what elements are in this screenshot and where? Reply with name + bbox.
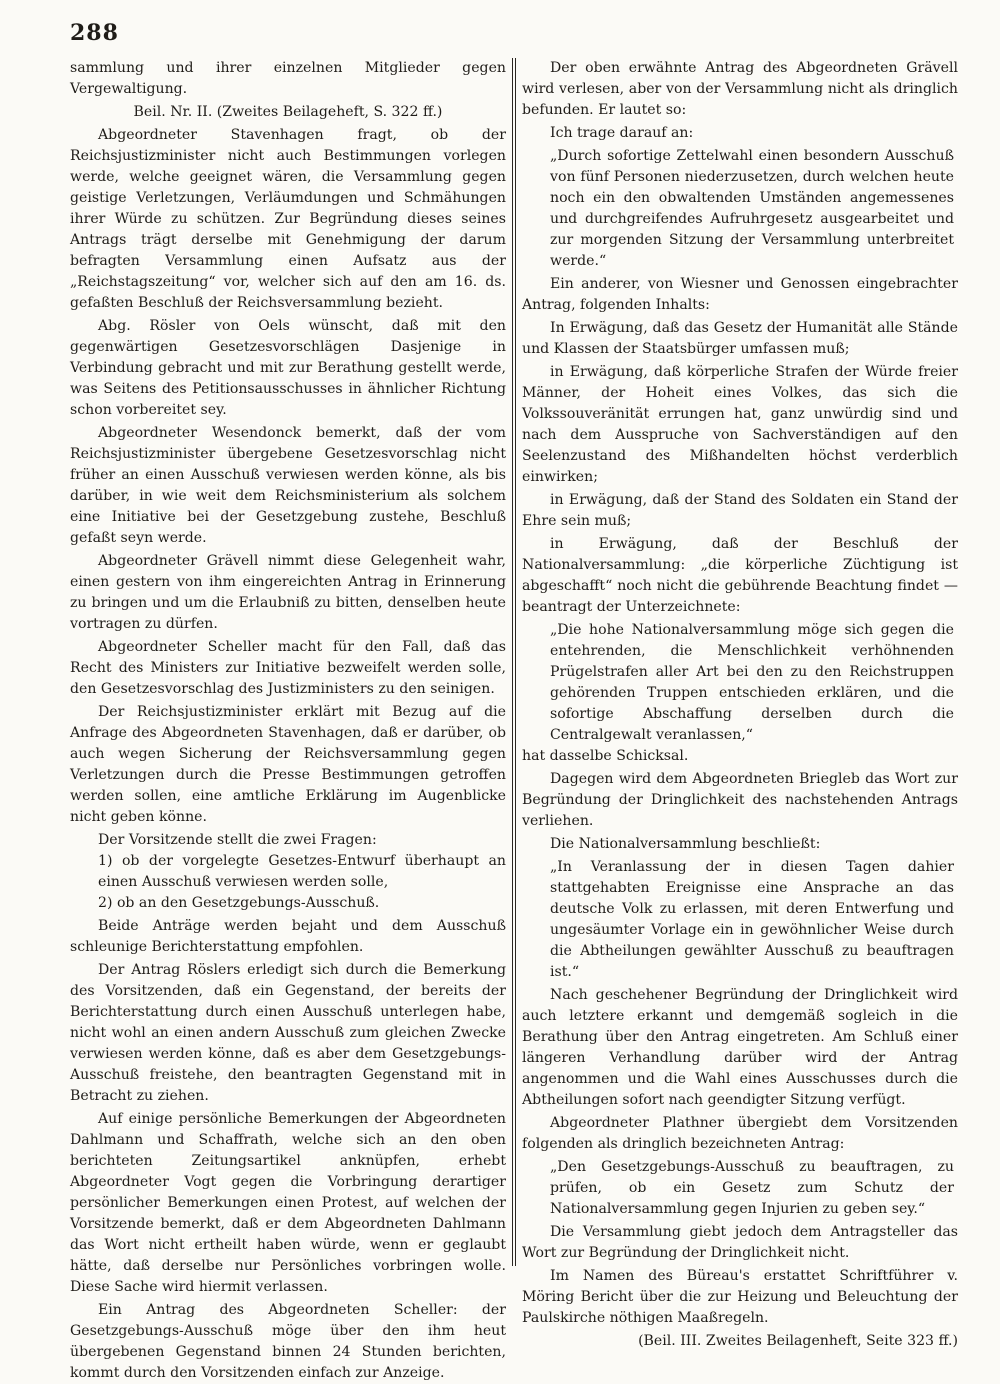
paragraph: hat dasselbe Schicksal.: [522, 748, 689, 764]
paragraph: Beide Anträge werden bejaht und dem Ausschuß schleunige Berichterstattung empfohlen.: [70, 918, 506, 955]
block-quote: „Den Gesetzgebungs-Ausschuß zu beauftragen, zu prüfen, ob ein Gesetz zum Schutz der Nationalversammlung gegen Injurien zu geben sey.“: [550, 1159, 954, 1217]
paragraph: Im Namen des Büreau's erstattet Schriftführer v. Möring Bericht über die zur Heizung und Beleuchtung der Paulskirche nöthigen Maaßregeln.: [522, 1268, 958, 1326]
paragraph: Nach geschehener Begründung der Dringlichkeit wird auch letztere erkannt und demgemäß sogleich in die Berathung über den Antrag eingetreten. Am Schluß einer längeren Verhandlung darüber wird der Antrag angenommen und die Wahl eines Ausschusses durch die Abtheilungen sofort nach geendigter Sitzung verfügt.: [522, 987, 958, 1108]
paragraph: Der Vorsitzende stellt die zwei Fragen:: [98, 832, 377, 848]
paragraph: Auf einige persönliche Bemerkungen der Abgeordneten Dahlmann und Schaffrath, welche sich an den oben berichteten Zeitungsartikel anknüpfen, erhebt Abgeordneter Vogt gegen die Vorbringung derartiger persönlicher Bemerkungen einen Protest, auf welchen der Vorsitzende bemerkt, daß er dem Abgeordneten Dahlmann das Wort nicht ertheilt haben würde, wenn er geglaubt hätte, daß derselbe nur Persönliches vorbringen wolle. Diese Sache wird hiermit verlassen.: [70, 1111, 506, 1295]
paragraph: Abgeordneter Grävell nimmt diese Gelegenheit wahr, einen gestern von ihm eingereichten Antrag in Erinnerung zu bringen und um die Erlaubniß zu bitten, denselben heute vortragen zu dürfen.: [70, 553, 506, 632]
paragraph: in Erwägung, daß der Beschluß der Nationalversammlung: „die körperliche Züchtigung ist abgeschafft“ noch nicht die gebührende Beachtung findet — beantragt der Unterzeichnete:: [522, 536, 958, 615]
block-quote: „Die hohe Nationalversammlung möge sich gegen die entehrenden, die Menschlichkeit verhöhnenden Prügelstrafen aller Art bei den zu den Reichstruppen gehörenden Truppen entschieden erklären, und die sofortige Abschaffung derselben durch die Centralgewalt veranlassen,“: [550, 622, 954, 743]
paragraph: in Erwägung, daß der Stand des Soldaten ein Stand der Ehre sein muß;: [522, 492, 958, 529]
paragraph: Abgeordneter Scheller macht für den Fall, daß das Recht des Ministers zur Initiative bezweifelt werden solle, den Gesetzesvorschlag des Justizministers zu den seinigen.: [70, 639, 506, 697]
paragraph: Abg. Rösler von Oels wünscht, daß mit den gegenwärtigen Gesetzesvorschlägen Dasjenige in Verbindung gebracht und mit zur Berathung gestellt werde, was Seitens des Petitionsausschusses in ähnlicher Richtung schon vorbereitet sey.: [70, 318, 506, 418]
section-reference: (Beil. III. Zweites Beilagenheft, Seite 323 ff.): [638, 1333, 958, 1349]
right-column: [522, 58, 958, 1352]
page-number: 288: [70, 20, 119, 46]
list-item: 1) ob der vorgelegte Gesetzes-Entwurf überhaupt an einen Ausschuß verwiesen werden solle,: [98, 853, 506, 890]
list-item: 2) ob an den Gesetzgebungs-Ausschuß.: [98, 895, 380, 911]
paragraph: Ich trage darauf an:: [550, 125, 694, 141]
paragraph: sammlung und ihrer einzelnen Mitglieder gegen Vergewaltigung.: [70, 60, 506, 97]
column-divider: [512, 58, 516, 1266]
block-quote: „Durch sofortige Zettelwahl einen besondern Ausschuß von fünf Personen niederzusetzen, durch welchen heute noch ein den obwaltenden Umständen angemessenes und durchgreifendes Aufruhrgesetz ausgearbeitet und zur morgenden Sitzung der Versammlung unterbreitet werde.“: [550, 148, 954, 269]
paragraph: Der oben erwähnte Antrag des Abgeordneten Grävell wird verlesen, aber von der Versammlung nicht als dringlich befunden. Er lautet so:: [522, 60, 958, 118]
paragraph: Abgeordneter Wesendonck bemerkt, daß der vom Reichsjustizminister übergebene Gesetzesvorschlag nicht früher an einen Ausschuß verwiesen werden könne, als bis darüber, in wie weit dem Reichsministerium als solchem eine Initiative bei der Gesetzgebung zustehe, Beschluß gefaßt seyn werde.: [70, 425, 506, 546]
paragraph: Dagegen wird dem Abgeordneten Briegleb das Wort zur Begründung der Dringlichkeit des nachstehenden Antrags verliehen.: [522, 771, 958, 829]
left-column: [70, 58, 506, 1384]
paragraph: Die Nationalversammlung beschließt:: [550, 836, 821, 852]
paragraph: Ein anderer, von Wiesner und Genossen eingebrachter Antrag, folgenden Inhalts:: [522, 276, 958, 313]
block-quote: „In Veranlassung der in diesen Tagen dahier stattgehabten Ereignisse eine Ansprache an das deutsche Volk zu erlassen, mit deren Entwerfung und ungesäumter Vorlage ein in gewöhnlicher Weise durch die Abtheilungen gewählter Ausschuß zu beauftragen ist.“: [550, 859, 954, 980]
paragraph: Abgeordneter Plathner übergiebt dem Vorsitzenden folgenden als dringlich bezeichneten Antrag:: [522, 1115, 958, 1152]
paragraph: Abgeordneter Stavenhagen fragt, ob der Reichsjustizminister nicht auch Bestimmungen vorlegen werde, welche geeignet wären, die Versammlung gegen geistige Verletzungen, Verläumdungen und Schmähungen ihrer Würde zu schützen. Zur Begründung dieses seines Antrags trägt derselbe mit Genehmigung der darum befragten Versammlung einen Aufsatz aus der „Reichstagszeitung“ vor, welcher sich auf den am 16. ds. gefaßten Beschluß der Reichsversammlung bezieht.: [70, 127, 506, 311]
paragraph: in Erwägung, daß körperliche Strafen der Würde freier Männer, der Hoheit eines Volkes, das sich die Volkssouveränität errungen hat, ganz unwürdig sind und nach dem Ausspruche von Sachverständigen auf den Seelenzustand des Mißhandelten höchst verderblich einwirken;: [522, 364, 958, 485]
section-heading: Beil. Nr. II. (Zweites Beilageheft, S. 322 ff.): [133, 104, 443, 120]
paragraph: In Erwägung, daß das Gesetz der Humanität alle Stände und Klassen der Staatsbürger umfassen muß;: [522, 320, 958, 357]
paragraph: Der Reichsjustizminister erklärt mit Bezug auf die Anfrage des Abgeordneten Stavenhagen, daß er darüber, ob auch wegen Sicherung der Reichsversammlung gegen Verletzungen durch die Presse Bestimmungen getroffen werden sollen, eine amtliche Erklärung im Augenblicke nicht geben könne.: [70, 704, 506, 825]
paragraph: Der Antrag Röslers erledigt sich durch die Bemerkung des Vorsitzenden, daß ein Gegenstand, der bereits der Berichterstattung durch einen Ausschuß unterlegen habe, nicht wohl an einen andern Ausschuß zum gleichen Zwecke verwiesen werden könne, daß es aber dem Gesetzgebungs-Ausschuß freistehe, den beantragten Gegenstand mit in Betracht zu ziehen.: [70, 962, 506, 1104]
paragraph: Die Versammlung giebt jedoch dem Antragsteller das Wort zur Begründung der Dringlichkeit nicht.: [522, 1224, 958, 1261]
paragraph: Ein Antrag des Abgeordneten Scheller: der Gesetzgebungs-Ausschuß möge über den ihm heut übergebenen Gegenstand binnen 24 Stunden berichten, kommt durch den Vorsitzenden einfach zur Anzeige.: [70, 1302, 506, 1381]
